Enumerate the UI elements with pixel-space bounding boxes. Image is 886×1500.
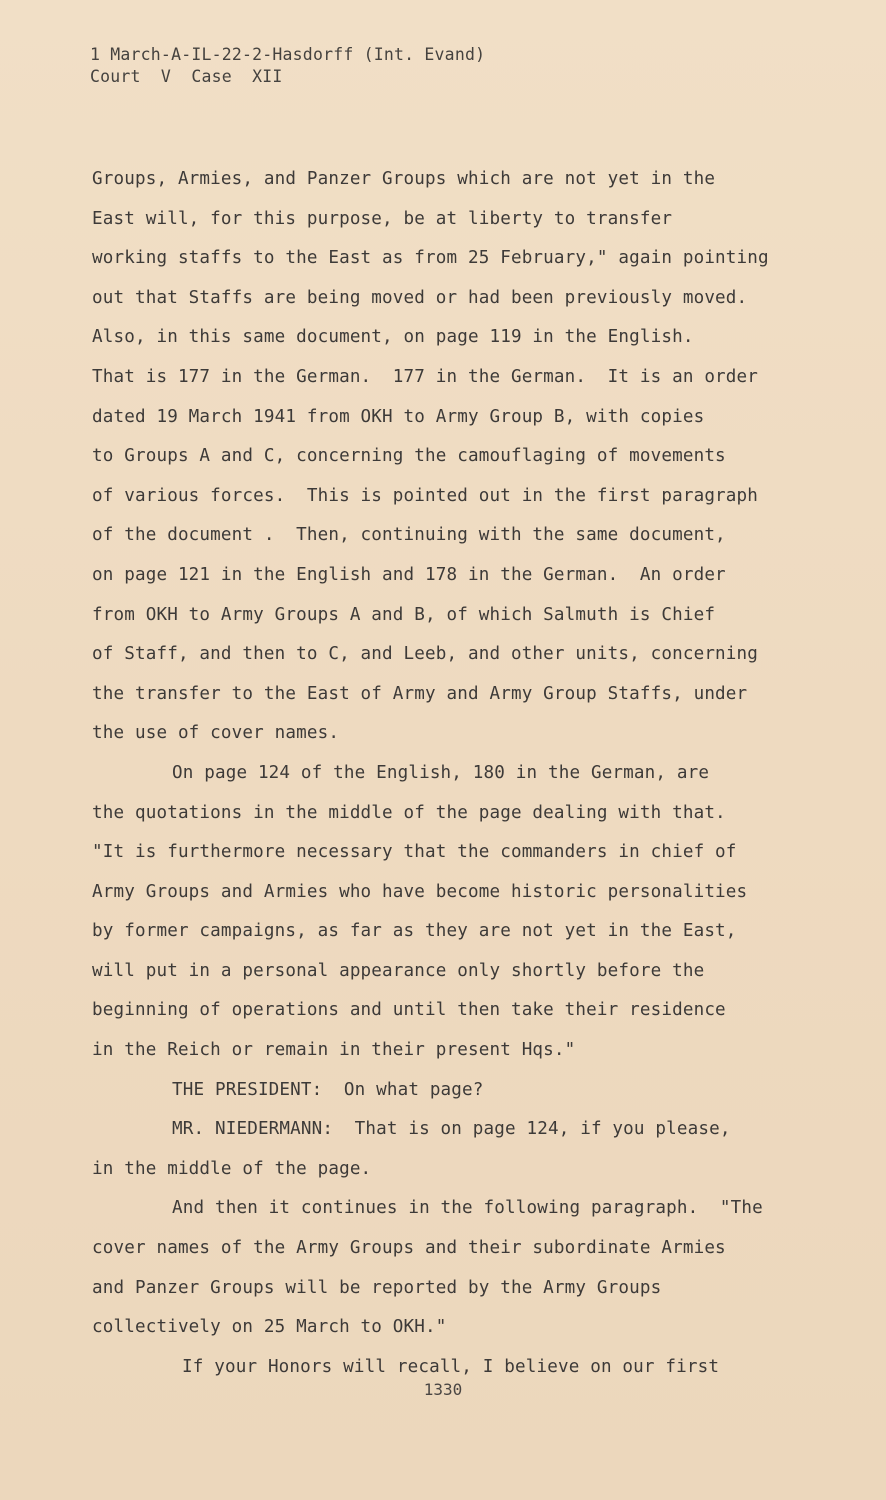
text-line: of Staff, and then to C, and Leeb, and other units, concerning [92,644,759,665]
text-line: by former campaigns, as far as they are not yet in the East, [92,921,737,942]
text-line: And then it continues in the following paragraph. "The [172,1198,763,1219]
text-line: the quotations in the middle of the page dealing with that. [92,802,726,823]
text-line: will put in a personal appearance only shortly before the [92,960,705,981]
document-header [90,44,485,88]
text-line: cover names of the Army Groups and their subordinate Armies [92,1238,726,1259]
header-line-1: 1 March-A-IL-22-2-Hasdorff (Int. Evand) [90,45,486,64]
text-line: If your Honors will recall, I believe on our first [182,1356,720,1377]
page-number: 1330 [423,1380,463,1399]
text-line: Groups, Armies, and Panzer Groups which are not yet in the [92,169,716,189]
text-line: beginning of operations and until then take their residence [92,1000,726,1021]
text-line: the use of cover names. [92,723,340,744]
text-line: "It is furthermore necessary that the commanders in chief of [92,842,737,863]
text-line: to Groups A and C, concerning the camouflaging of movements [92,446,726,467]
text-line: in the Reich or remain in their present Hqs." [92,1040,576,1061]
text-line: On page 124 of the English, 180 in the German, are [172,762,710,783]
transcript-body [92,160,852,1387]
text-line: of various forces. This is pointed out in the first paragraph [92,485,759,506]
text-line: on page 121 in the English and 178 in the German. An order [92,564,726,585]
text-line: the transfer to the East of Army and Army Group Staffs, under [92,683,748,704]
text-line: working staffs to the East as from 25 February," again pointing [92,248,769,269]
speaker-line: THE PRESIDENT: On what page? [172,1079,484,1100]
header-line-2: Court V Case XII [90,67,283,86]
text-line: in the middle of the page. [92,1158,372,1179]
text-line: and Panzer Groups will be reported by the Army Groups [92,1277,662,1298]
text-line: dated 19 March 1941 from OKH to Army Group B, with copies [92,406,705,427]
text-line: collectively on 25 March to OKH." [92,1317,447,1338]
text-line: of the document . Then, continuing with the same document, [92,525,726,546]
text-line: East will, for this purpose, be at liberty to transfer [92,208,673,229]
speaker-line: MR. NIEDERMANN: That is on page 124, if you please, [172,1119,731,1140]
text-line: out that Staffs are being moved or had been previously moved. [92,287,748,308]
text-line: from OKH to Army Groups A and B, of which Salmuth is Chief [92,604,716,625]
text-line: That is 177 in the German. 177 in the German. It is an order [92,366,759,387]
text-line: Army Groups and Armies who have become historic personalities [92,881,748,902]
text-line: Also, in this same document, on page 119 in the English. [92,327,694,348]
